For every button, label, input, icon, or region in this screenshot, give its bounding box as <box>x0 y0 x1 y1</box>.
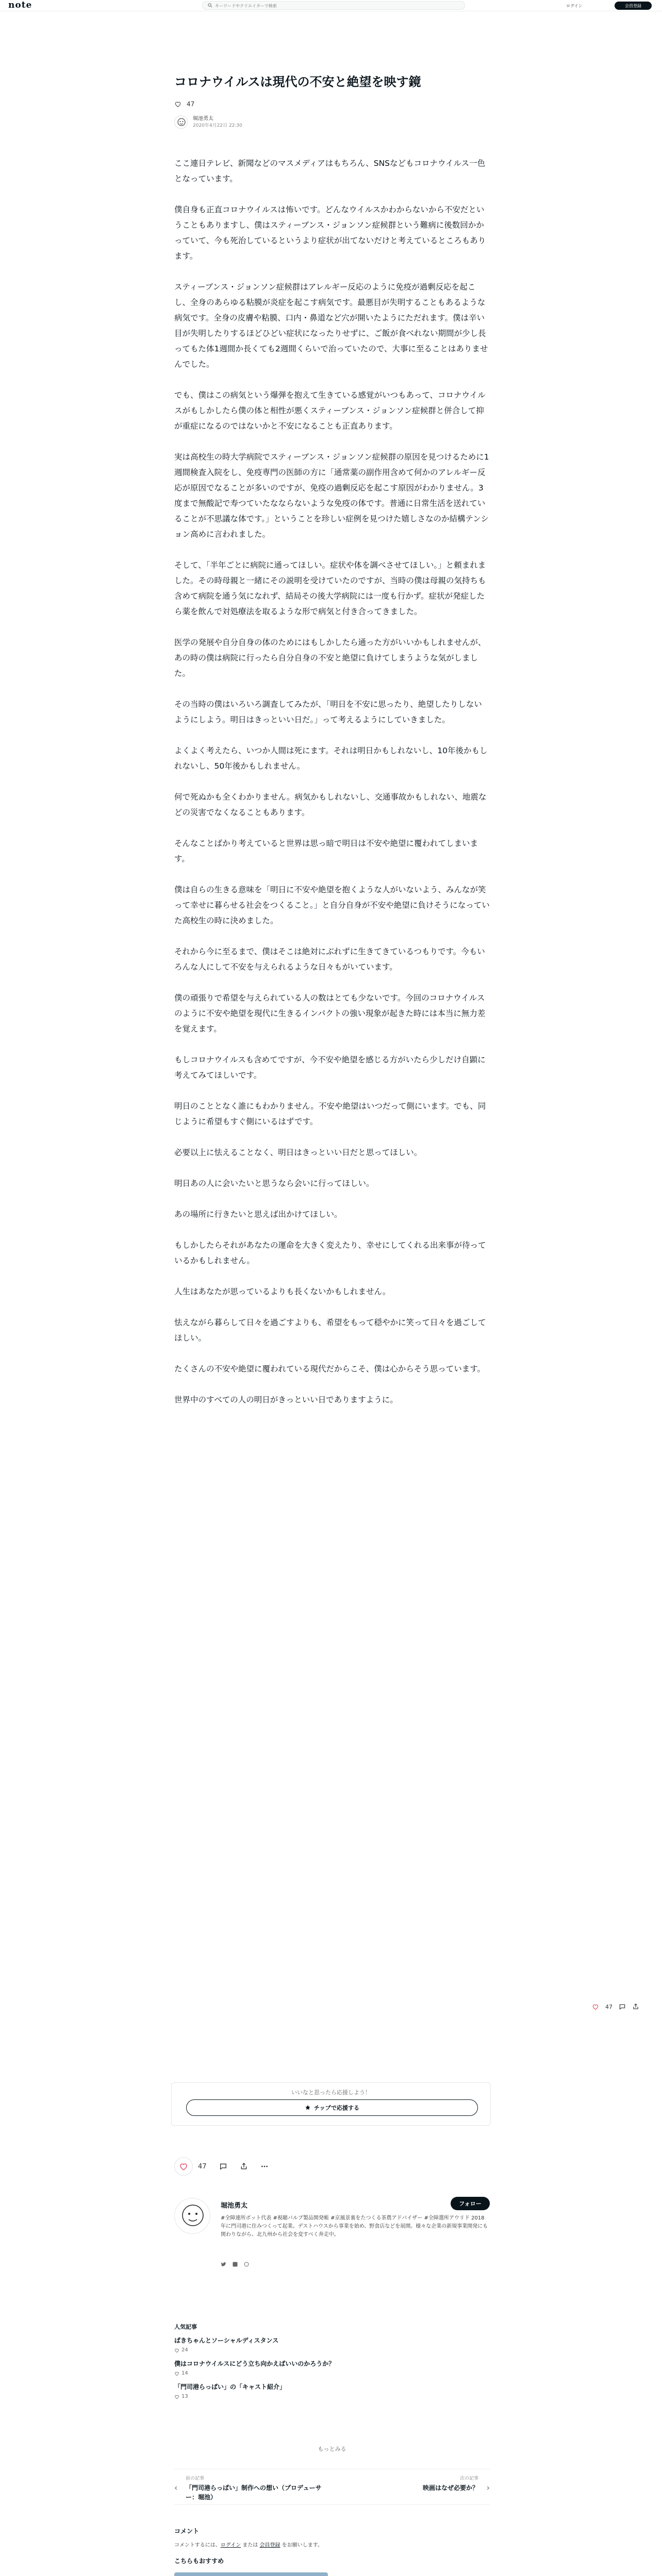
like-button[interactable] <box>174 2157 193 2176</box>
creator-social <box>221 2260 250 2266</box>
popular-like-count: 14 <box>181 2370 188 2376</box>
paragraph: たくさんの不安や絶望に覆われている現代だからこそ、僕は心からそう思っています。 <box>174 1364 485 1374</box>
site-header <box>0 0 662 11</box>
tip-icon <box>305 2105 311 2111</box>
paragraph: 何で死ぬかも全くわかりません。病気かもしれないし、交通事故かもしれない、地震などの災害でなくなることもあります。 <box>174 792 487 817</box>
creator-card <box>174 2196 490 2273</box>
recommend-heading: こちらもおすすめ <box>174 2557 224 2565</box>
article <box>174 72 490 1423</box>
recommended-section <box>174 2556 490 2565</box>
popular-like-count: 13 <box>181 2394 188 2399</box>
comments-heading: コメント <box>174 2528 200 2535</box>
prev-next-nav <box>174 2469 490 2505</box>
popular-title[interactable]: 「門司港らっぱい」の「キャスト紹介」 <box>174 2383 286 2391</box>
next-title[interactable]: 映画はなぜ必要か？ <box>422 2484 478 2492</box>
list-item[interactable] <box>174 2336 490 2353</box>
share-icon[interactable] <box>240 2162 248 2171</box>
tip-button-label: チップで応援する <box>314 2105 359 2111</box>
popular-heading: 人気記事 <box>174 2324 197 2330</box>
popular-likes <box>174 2370 490 2376</box>
tip-button[interactable] <box>186 2099 478 2116</box>
paragraph: 明日あの人に会いたいと思うなら会いに行ってほしい。 <box>174 1179 374 1188</box>
comments-note <box>174 2540 490 2548</box>
link-icon[interactable] <box>243 2260 250 2266</box>
heart-icon[interactable] <box>592 2003 599 2010</box>
comments-note-suffix: をお願いします。 <box>280 2543 323 2548</box>
list-item[interactable] <box>174 2359 490 2376</box>
paragraph: 医学の発展や自分自身の体のためにはもしかしたら通った方がいいかもしれませんが、あの時の僕は病院に行ったら自分自身の不安と絶望に負けてしまうような気がしました。 <box>174 638 486 678</box>
comments-note-or: または <box>241 2543 260 2548</box>
popular-title[interactable]: ぱきちゃんとソーシャルディスタンス <box>174 2337 279 2344</box>
prev-label: 前の記事 <box>186 2476 205 2481</box>
more-link[interactable]: もっとみる <box>318 2446 346 2452</box>
paragraph: 人生はあなたが思っているよりも長くないかもしれません。 <box>174 1287 391 1296</box>
paragraph: ここ連日テレビ、新聞などのマスメディアはもちろん、SNSなどもコロナウイルス一色となっています。 <box>174 159 486 183</box>
chevron-right-icon[interactable]: › <box>486 2483 490 2493</box>
popular-title[interactable]: 僕はコロナウイルスにどう立ち向かえばいいのかろうか？ <box>174 2360 335 2367</box>
twitter-icon[interactable] <box>221 2260 227 2266</box>
paragraph: 必要以上に怯えることなく、明日はきっといい日だと思ってほしい。 <box>174 1148 422 1157</box>
next-article[interactable] <box>335 2475 490 2493</box>
like-count: 47 <box>198 2162 207 2171</box>
popular-likes <box>174 2394 490 2399</box>
heart-icon <box>174 2371 179 2376</box>
more-icon[interactable] <box>260 2162 269 2171</box>
paragraph: 明日のこととなく誰にもわかりません。不安や絶望はいつだって側にいます。でも、同じように希望もすぐ側にいるはずです。 <box>174 1101 486 1126</box>
article-like-row <box>174 100 490 108</box>
comments-section <box>174 2527 490 2548</box>
heart-icon <box>174 2348 179 2353</box>
paragraph: もしコロナウイルスも含めてですが、今不安や絶望を感じる方がいたら少しだけ自顕に考えてみてほしいです。 <box>174 1055 486 1080</box>
next-label: 次の記事 <box>459 2476 478 2481</box>
article-body <box>174 156 490 1408</box>
heart-icon <box>179 2162 188 2171</box>
creator-avatar[interactable] <box>174 2198 210 2234</box>
author-name[interactable]: 堀池勇太 <box>193 115 213 122</box>
share-icon[interactable] <box>632 2003 639 2010</box>
list-item[interactable] <box>174 2382 490 2399</box>
recommend-card[interactable] <box>174 2572 328 2576</box>
follow-button[interactable]: フォロー <box>451 2197 490 2210</box>
popular-articles <box>174 2323 490 2405</box>
paragraph: 僕自身も正直コロナウイルスは怖いです。どんなウイルスかわからないから不安だということもありますし、僕はスティーブンス・ジョンソン症候群という難病に後数回かかっていて、今も死治しているというより症状が出てないだけと考えているところもあります。 <box>174 205 486 261</box>
popular-likes <box>174 2347 490 2353</box>
paragraph: もしかしたらそれがあなたの運命を大きく変えたり、幸せにしてくれる出来事が待っているかもしれません。 <box>174 1241 486 1265</box>
creator-bio: #全障連所ボット代表 #視聴バルブ製品開発帳 #京風景裏をたつくる茶農アドバイザー #全障選所アウリド 2018年に門司港に住みつくって起業。デストハウスから事業を始め、野食店などを展開。様々な企業の新規事業開発にも関わりながら、北九州から社会を変すべく奔走中。 <box>221 2215 488 2238</box>
signup-button[interactable]: 会員登録 <box>615 2 652 10</box>
prev-article[interactable] <box>174 2475 329 2502</box>
chevron-left-icon[interactable]: ‹ <box>174 2483 178 2493</box>
search-input[interactable] <box>215 2 457 9</box>
support-box <box>171 2082 491 2126</box>
facebook-icon[interactable] <box>232 2260 238 2266</box>
paragraph: その当時の僕はいろいろ調査してみたが、「明日を不安に思ったり、絶望したりしないようにしよう。明日はきっといい日だ。」って考えるようにしていきました。 <box>174 700 482 724</box>
heart-icon <box>174 2394 179 2399</box>
creator-name[interactable]: 堀池勇太 <box>221 2202 248 2210</box>
article-action-row <box>174 2157 269 2176</box>
author-row[interactable] <box>174 114 490 130</box>
floating-like-count: 47 <box>605 2003 613 2010</box>
paragraph: 世界中のすべての人の明日がきっといい日でありますように。 <box>174 1395 398 1404</box>
paragraph: 僕の頑張りで希望を与えられている人の数はとても少ないです。今回のコロナウイルスのように不安や絶望を現代に生きるインパクトの強い現象が起きた時には本当に無力差を覚えます。 <box>174 993 486 1033</box>
search-box[interactable] <box>202 1 465 10</box>
support-label: いいなと思ったら応援しよう！ <box>291 2089 371 2096</box>
paragraph: あの場所に行きたいと思えば出かけてほしい。 <box>174 1210 342 1219</box>
comment-icon[interactable] <box>619 2003 626 2010</box>
paragraph: スティーブンス・ジョンソン症候群はアレルギー反応のように免疫が過剰反応を起こし、全身のあらゆる粘膜が炎症を起こす病気です。最悪目が失明することもあるような病気です。全身の皮膚や粘膜、口内・鼻道など穴が開いたようにただれます。僕は辛い目が失明したりするほどひどい症状になったりせずに、ご飯が食べれない期間が少し長ってもた体1週間か長くても2週間くらいで治っていたので、大事に至ることはありませんでした。 <box>174 282 488 369</box>
prev-title[interactable]: 「門司港らっぱい」制作への想い（プロデューサー：堀池） <box>186 2484 322 2501</box>
author-avatar[interactable] <box>174 115 188 129</box>
comments-note-prefix: コメントするには、 <box>174 2543 221 2548</box>
note-logo[interactable]: note <box>8 0 32 10</box>
login-link[interactable]: ログイン <box>566 4 583 8</box>
paragraph: それから今に至るまで、僕はそこは絶対にぶれずに生きてきているつもりです。今もいろんな人にして不安を与えられるような日々もがいています。 <box>174 947 485 972</box>
paragraph: そして、「半年ごとに病院に通ってほしい。症状や体を調べさせてほしい。」と頼まれました。その時母親と一緒にその説明を受けていたのですが、当時の僕は母親の気持ちも含めて病院を通う気になれず、結局その後大学病院には一度も行かず。症状が発症したら薬を飲んで対処療法を取るような形で病気と付き合ってきました。 <box>174 561 486 616</box>
comment-icon[interactable] <box>219 2162 227 2171</box>
article-title: コロナウイルスは現代の不安と絶望を映す鏡 <box>174 75 421 89</box>
card-thumbnail[interactable] <box>174 2572 328 2576</box>
post-date: 2020年4月22日 22:30 <box>193 123 242 128</box>
paragraph: でも、僕はこの病気という爆弾を抱えて生きている感覚がいつもあって、コロナウイルスがもしかしたら僕の体と相性が悪くスティーブンス・ジョンソン症候群と併合して抑が重症になるのではないかと不安になることも正直あります。 <box>174 391 486 431</box>
heart-icon[interactable] <box>174 100 181 108</box>
comments-signup-link[interactable]: 会員登録 <box>259 2543 280 2548</box>
search-icon <box>208 3 212 8</box>
paragraph: 怯えながら暮らして日々を過ごすよりも、希望をもって穏やかに笑って日々を過ごしてほしい。 <box>174 1318 486 1343</box>
comments-login-link[interactable]: ログイン <box>220 2543 241 2548</box>
paragraph: よくよく考えたら、いつか人間は死にます。それは明日かもしれないし、10年後かもしれないし、50年後かもしれません。 <box>174 746 488 771</box>
paragraph: 僕は自らの生きる意味を「明日に不安や絶望を抱くような人がいないよう、みんなが笑って幸せに暮らせる社会をつくること。」と自分自身が不安や絶望に負けそうになっていた高校生の時に決めました。 <box>174 885 490 925</box>
paragraph: そんなことばかり考えていると世界は思っ暗で明日は不安や絶望に覆われてしまいます。 <box>174 839 478 863</box>
popular-like-count: 24 <box>181 2347 188 2353</box>
like-count: 47 <box>187 100 195 108</box>
author-meta <box>193 115 242 129</box>
paragraph: 実は高校生の時大学病院でスティーブンス・ジョンソン症候群の原因を見つけるために1週間検査入院をし、免疫専門の医師の方に「通常薬の副作用含めて何かのアレルギー反応が原因でなることが多いのですが、免疫の過剰反応を起こす原因がわかりません。3度まで無酸記で寿つていたなならないような免疫の体です。普通に日常生活を送れていることが不思議な体です。」ということを珍しい症例を見つけた嬉しさなのか結構テンション高めに言われました。 <box>174 452 489 539</box>
floating-actions <box>592 2003 639 2010</box>
